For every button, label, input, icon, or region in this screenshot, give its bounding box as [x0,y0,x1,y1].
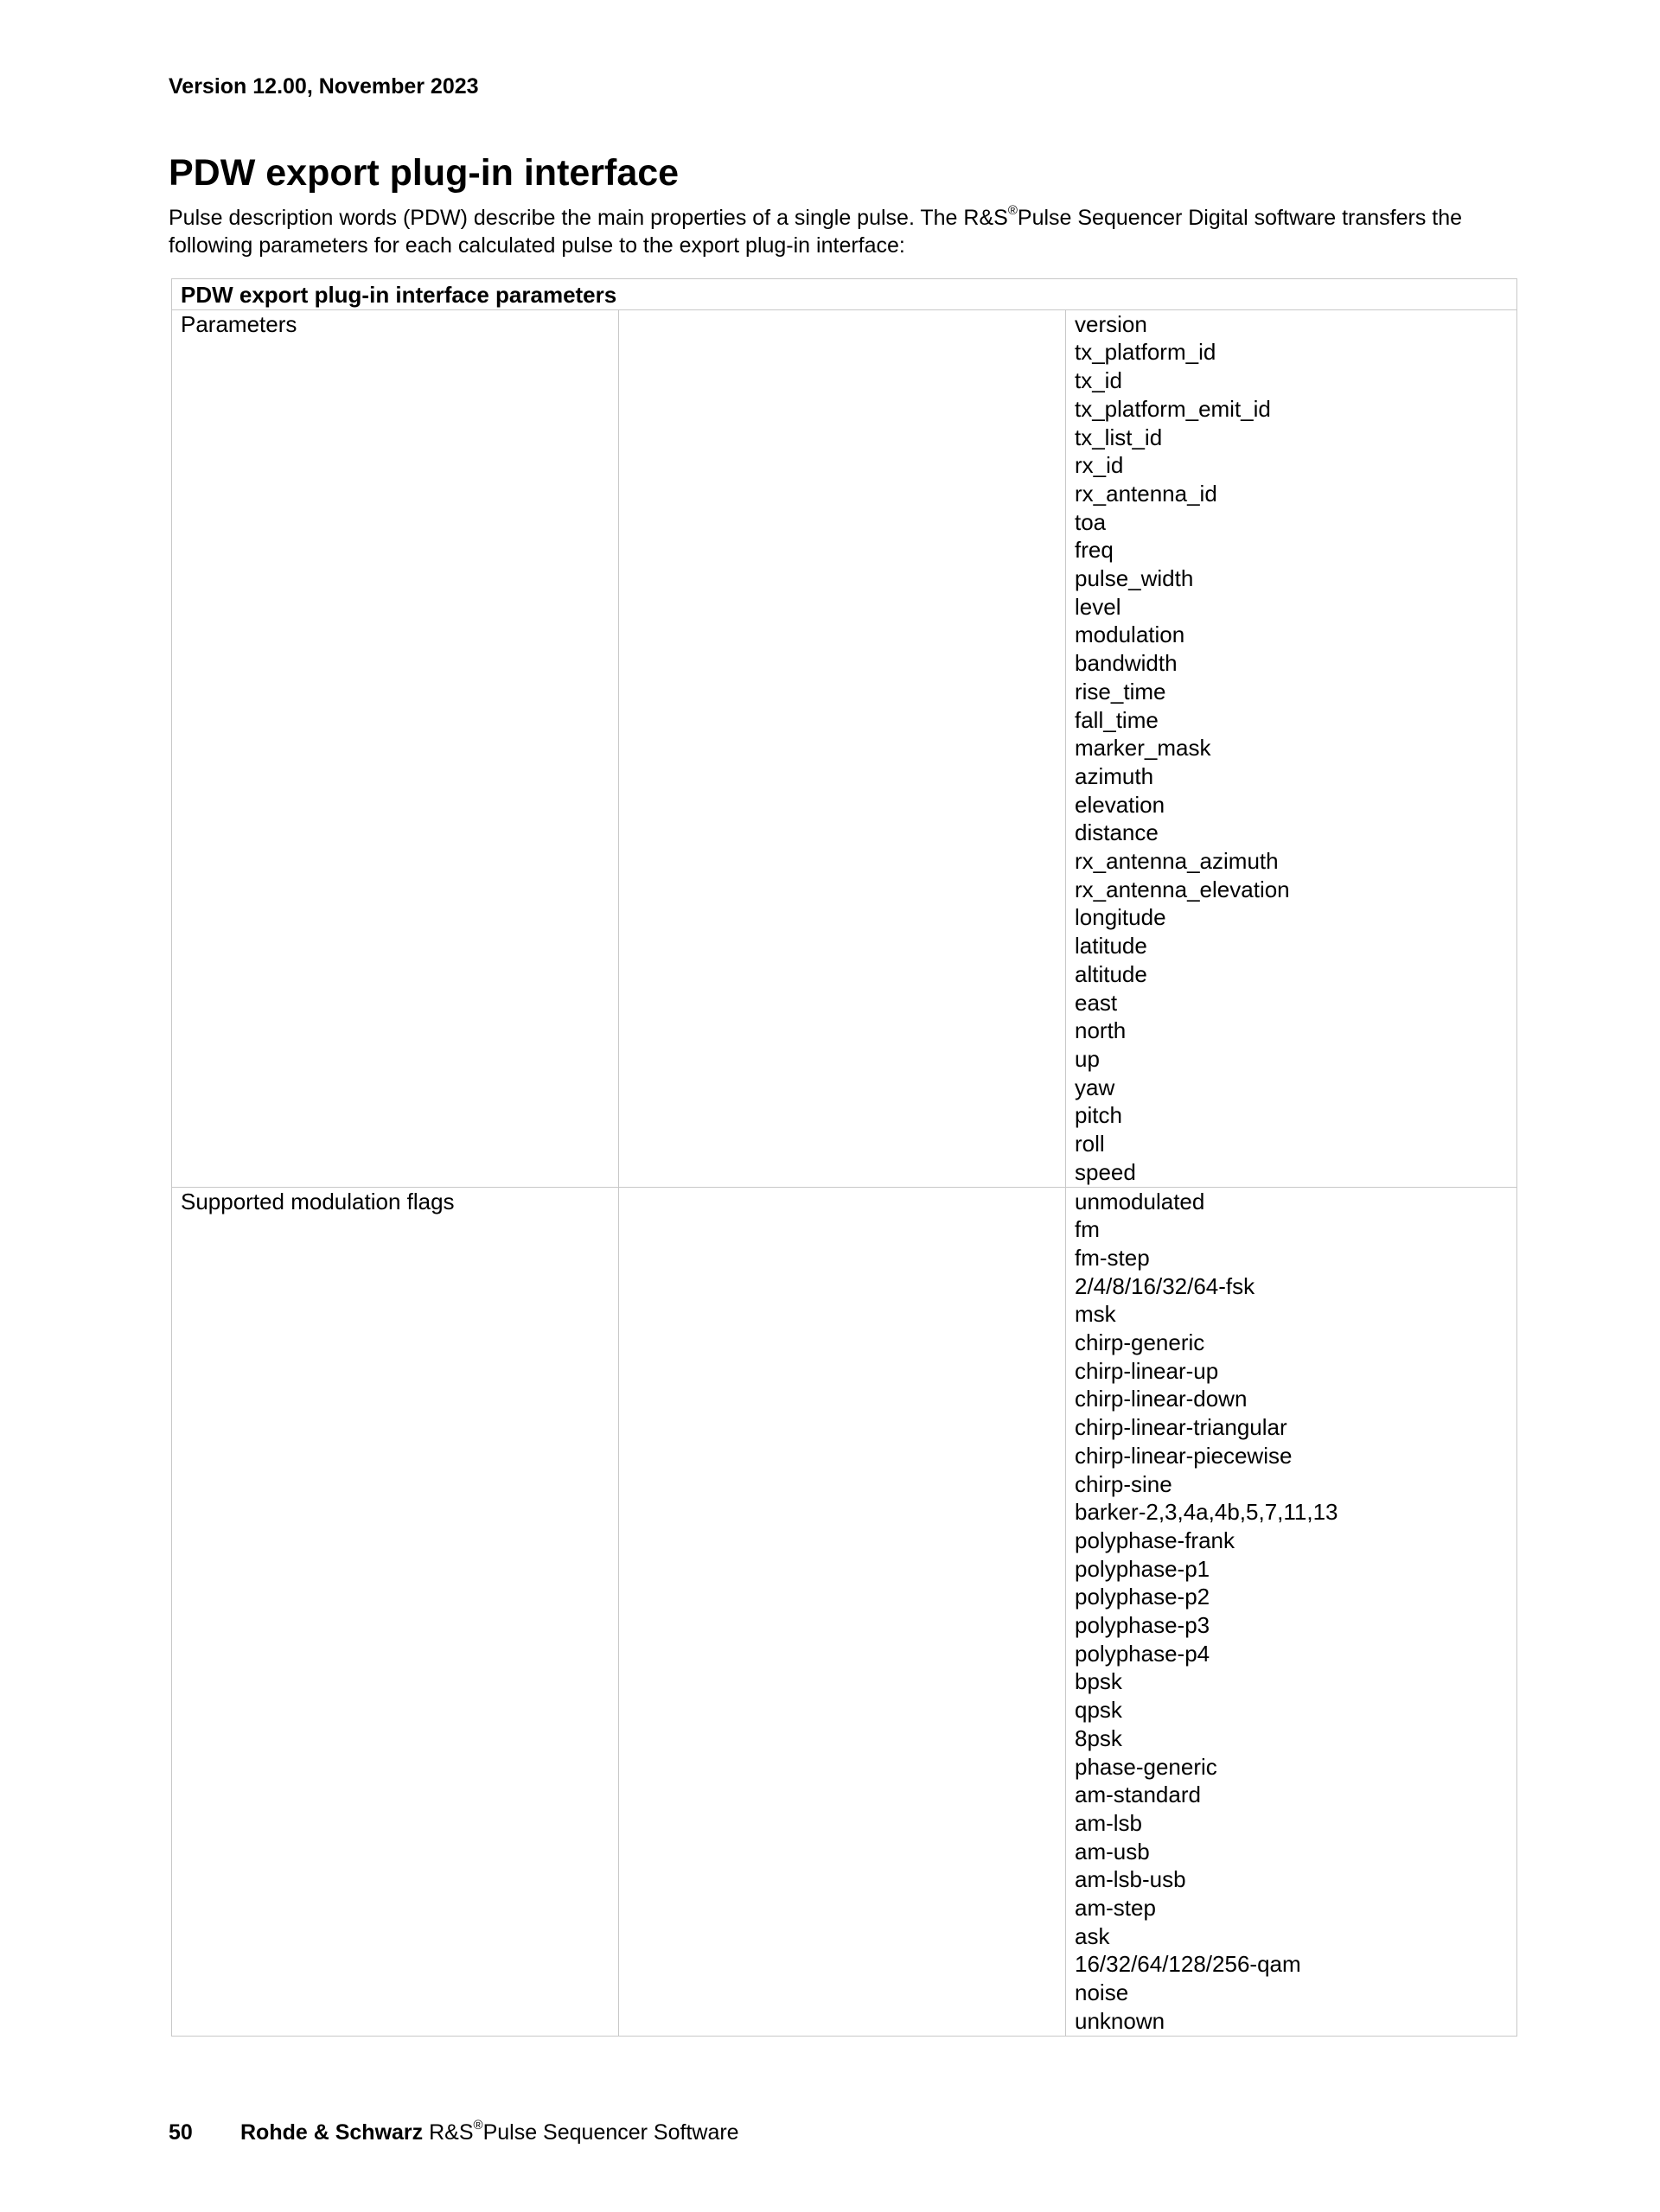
list-item: rx_antenna_azimuth [1075,848,1279,875]
list-item: level [1075,593,1121,620]
list-item: 2/4/8/16/32/64-fsk [1075,1272,1255,1299]
table-row [172,309,1517,1187]
product-name-1: R&S [423,2120,474,2145]
row-values-cell [1066,1187,1517,2036]
list-item: version [1075,310,1147,337]
list-item: speed [1075,1158,1136,1185]
list-item: modulation [1075,622,1185,648]
list-item: fall_time [1075,706,1159,733]
row-values-cell [1066,309,1517,1187]
list-item: qpsk [1075,1697,1122,1724]
list-item: bandwidth [1075,650,1178,677]
list-item: chirp-linear-triangular [1075,1414,1287,1441]
list-item: longitude [1075,904,1166,931]
list-item: bpsk [1075,1668,1122,1695]
list-item: rx_id [1075,452,1124,479]
list-item: tx_platform_id [1075,339,1216,366]
parameter-list [1075,310,1508,1187]
list-item: rx_antenna_id [1075,480,1217,507]
row-middle-cell [619,1187,1066,2036]
version-header: Version 12.00, November 2023 [169,74,479,99]
list-item: rx_antenna_elevation [1075,876,1290,902]
list-item: fm-step [1075,1244,1150,1271]
page-number: 50 [169,2120,193,2145]
list-item: up [1075,1045,1100,1072]
section-title: PDW export plug-in interface [169,152,680,194]
registered-mark: ® [1007,202,1018,218]
page-footer [169,2119,739,2146]
list-item: marker_mask [1075,735,1211,762]
list-item: polyphase-p2 [1075,1584,1210,1610]
registered-mark: ® [473,2117,483,2132]
list-item: pitch [1075,1102,1122,1129]
list-item: tx_list_id [1075,424,1163,450]
list-item: chirp-linear-down [1075,1386,1248,1412]
list-item: east [1075,989,1118,1016]
list-item: am-lsb-usb [1075,1866,1186,1893]
pdw-parameters-table [171,278,1517,2037]
intro-text-1: Pulse description words (PDW) describe the main properties of a single pulse. The R&S [169,206,1008,230]
list-item: noise [1075,1979,1129,2006]
list-item: chirp-linear-piecewise [1075,1442,1293,1469]
list-item: yaw [1075,1074,1115,1100]
table-caption-row [172,279,1517,310]
list-item: barker-2,3,4a,4b,5,7,11,13 [1075,1499,1338,1526]
list-item: polyphase-p3 [1075,1612,1210,1639]
list-item: unmodulated [1075,1188,1205,1214]
list-item: polyphase-frank [1075,1527,1235,1553]
list-item: fm [1075,1216,1100,1243]
table-caption: PDW export plug-in interface parameters [172,279,1517,310]
row-middle-cell [619,309,1066,1187]
list-item: am-lsb [1075,1809,1143,1836]
company-name: Rohde & Schwarz [240,2120,424,2145]
list-item: toa [1075,508,1107,535]
list-item: am-usb [1075,1838,1150,1865]
list-item: chirp-generic [1075,1329,1205,1356]
list-item: north [1075,1017,1127,1044]
list-item: chirp-sine [1075,1470,1172,1497]
list-item: 16/32/64/128/256-qam [1075,1951,1301,1978]
list-item: tx_id [1075,367,1122,394]
list-item: polyphase-p4 [1075,1640,1210,1667]
list-item: phase-generic [1075,1753,1217,1780]
list-item: elevation [1075,791,1165,818]
list-item: chirp-linear-up [1075,1357,1219,1384]
list-item: unknown [1075,2007,1165,2034]
list-item: ask [1075,1922,1110,1949]
list-item: am-step [1075,1895,1156,1922]
modulation-flag-list [1075,1188,1508,2036]
list-item: am-standard [1075,1782,1201,1808]
table-row [172,1187,1517,2036]
list-item: msk [1075,1301,1116,1328]
row-label-parameters: Parameters [172,309,619,1187]
list-item: azimuth [1075,762,1154,789]
intro-text-2: Pulse Sequencer Digital software transfers the following parameters for each calculated pulse to the export plug-in interface: [169,206,1463,258]
intro-paragraph [169,204,1517,259]
list-item: roll [1075,1131,1105,1157]
list-item: altitude [1075,960,1147,987]
product-name-2: Pulse Sequencer Software [482,2120,739,2145]
list-item: 8psk [1075,1724,1122,1751]
list-item: pulse_width [1075,565,1194,592]
list-item: rise_time [1075,678,1166,704]
row-label-modulation-flags: Supported modulation flags [172,1187,619,2036]
list-item: tx_platform_emit_id [1075,395,1271,422]
list-item: freq [1075,537,1114,564]
list-item: polyphase-p1 [1075,1555,1210,1582]
list-item: distance [1075,819,1159,846]
list-item: latitude [1075,933,1147,959]
